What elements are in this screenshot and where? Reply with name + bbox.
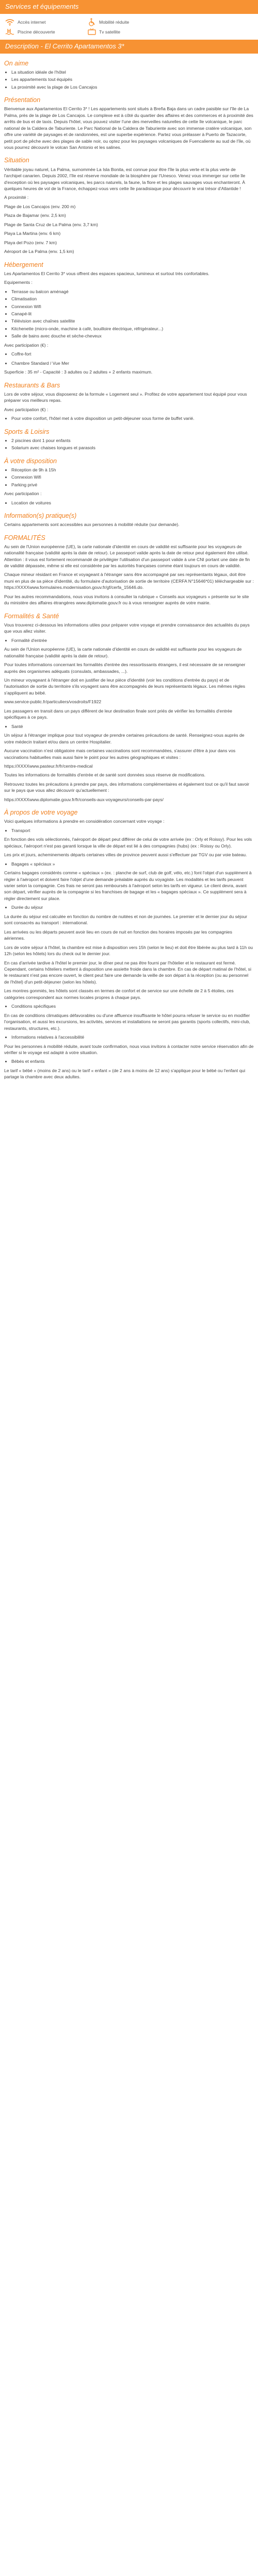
section-title-propos: À propos de votre voyage — [4, 809, 78, 817]
sante-text: Retrouvez toutes les précautions à prendre par pays, des informations complémentaires et également tout ce qu'il faut savoir sur le pays que vous allez découvrir qu'actuellement : — [4, 781, 250, 793]
amenity-label: Piscine découverte — [18, 29, 55, 35]
formalites-text: Pour les autres recommandations, nous vous invitons à consulter la rubrique « Conseils aux voyageurs » présente sur le site du ministère des affaires étrangères www.diplomatie.gouv.fr ou à vous renseigner auprès de votre mairie. — [4, 594, 249, 606]
list-item: • Canapé-lit — [11, 311, 254, 317]
propos-text: Les prix et jours, acheminements départs certaines villes de province peuvent aussi s'effectuer par TGV ou par voie bateau. — [4, 852, 247, 858]
sante-link[interactable]: https://XXXXwww.pasteur.fr/fr/centre-medical — [4, 764, 93, 769]
room-type: • Chambre Standard / Vue Mer — [11, 360, 254, 366]
list-item: • Solarium avec chaises longues et parasols — [11, 445, 254, 451]
sante-sub-list — [4, 637, 254, 643]
propos-text: Les arrivées ou les départs peuvent avoir lieu en cours de nuit en fonction des horaires imposés par les compagnies aériennes. — [4, 929, 232, 941]
list-item: • Bagages « spéciaux » — [11, 861, 254, 867]
list-item: • Parking privé — [11, 482, 254, 488]
propos-sub-list — [4, 904, 254, 910]
list-item: • 2 piscines dont 1 pour enfants — [11, 437, 254, 444]
list-item: • Transport — [11, 827, 254, 834]
list-item: • Les appartements tout équipés — [11, 76, 254, 82]
propos-sub-list — [4, 1034, 254, 1040]
sante-text: Vous trouverez ci-dessous les informations utiles pour préparer votre voyage et prendre connaissance des actualités du pays que vous allez visiter. — [4, 622, 250, 634]
room-description: Superficie : 35 m² - Capacité : 3 adultes ou 2 adultes + 2 enfants maximum. — [4, 369, 153, 375]
nearby-item: Plaza de Bajamar (env. 2,5 km) — [4, 213, 66, 218]
amenities-grid — [0, 14, 258, 40]
amenity-label: Mobilité réduite — [99, 19, 130, 25]
propos-text: Pour les personnes à mobilité réduite, avant toute confirmation, nous vous invitons à contacter notre service réservation afin de vérifier si le voyage est adapté à votre situation. — [4, 1043, 254, 1055]
sante-text: Un mineur voyageant à l'étranger doit en justifier de leur pièce d'identité (voir les conditions d'entrée du pays) et de l'autorisation de sortie du territoire s'ils voyagent sans être accompagnés de leurs représentants légaux. Les mêmes règles s'appliquent au bébé. — [4, 677, 246, 696]
list-item: • Connexion Wifi — [11, 474, 254, 480]
list-item: • Terrasse ou balcon aménagé — [11, 289, 254, 295]
sante-sub-list — [4, 723, 254, 730]
amenity-mobility — [88, 18, 170, 26]
presentation-text: Bienvenue aux Apartamentos El Cerrito 3* ! Les appartements sont situés à Breña Baja dans un cadre paisible sur l'île de La Palma, près de la plage de Los Cancajos. Le complexe est à côté du quartier des affaires et des commerces et à proximité des arrêts de bus et de taxis. Depuis l'hôtel, vous pouvez visiter l'une des merveilles naturelles de cette île volcanique, le parc national de la Caldera de Taburiente. Le Parc National de la Caldera de Taburiente avec son immense cratère volcanique, son offre une variété de paysages et de randonnées, est une superbe expérience. Partez vous prélasser à Puerto de Tazacorte, petit port de pêche avec des plages de sable noir, ou optez pour les paysages volcaniques de Fuencaliente au sud de l'île, où vous pourrez découvrir le volcan San Antonio et les salines. — [4, 106, 253, 150]
propos-text: La durée du séjour est calculée en fonction du nombre de nuitées et non de journées. Le premier et le dernier jour du séjour sont consacrés au transport : international. — [4, 913, 248, 926]
list-item: • Pour votre confort, l'hôtel met à votre disposition un petit-déjeuner sous forme de buffet varié. — [11, 415, 254, 421]
description-content — [0, 59, 258, 1088]
list-item: • Conditions spécifiques — [11, 1003, 254, 1009]
propos-text: En fonction des vols sélectionnés, l'aéroport de départ peut différer de celui de votre arrivée (ex : Orly et Roissy). Pour les vols spéciaux, l'aéroport n'est pas garanti lorsque la ville de départ est lié à des compagnies (hubs) (ex : Roissy ou Orly). — [4, 837, 252, 849]
sante-text: Un séjour à l'étranger implique pour tout voyageur de prendre certaines précautions de santé. Renseignez-vous auprès de votre médecin traitant et/ou dans un centre Hospitalier. — [4, 733, 245, 744]
amenity-empty — [170, 28, 253, 36]
description-header: Description - El Cerrito Apartamentos 3* — [0, 40, 258, 54]
list-item: • La proximité avec la plage de Los Cancajos — [11, 84, 254, 90]
amenity-label: Accès internet — [18, 19, 46, 25]
list-item: • Salle de bains avec douche et sèche-cheveux — [11, 333, 254, 339]
propos-sub-list — [4, 1003, 254, 1009]
list-item: • Santé — [11, 723, 254, 730]
sports-list — [4, 437, 254, 451]
hebergement-text: Les Apartamentos El Cerrito 3* vous offrent des espaces spacieux, lumineux et surtout très confortables. — [4, 270, 209, 276]
list-item: • Kitchenette (micro-onde, machine à café, bouilloire électrique, réfrigérateur...) — [11, 326, 254, 332]
paid-label: Avec participation (€) : — [4, 406, 49, 412]
propos-text: En cas de conditions climatiques défavorables ou d'une affluence insuffisante le hôtel pourra refuser le service ou en modifier l'organisation, et aussi les excursions, les activités, services et installations ne seront pas garantis (sports collectifs, mini-club, restaurants, structures, etc.). — [4, 1012, 250, 1031]
propos-text: En cas d'arrivée tardive à l'hôtel le premier jour, le dîner peut ne pas être fourni par l'hôtelier et le restaurant est fermé. Cependant, certains hôteliers mettent à disposition une assiette froide dans la chambre. En cas de départ matinal de l'hôtel, si le restaurant n'est pas encore ouvert, le client peut faire une demande la veille de son départ à la réception (ou au personnel de l'hôtel) d'un petit-déjeuner (selon les hôtels). — [4, 960, 251, 985]
list-item: • Connexion Wifi — [11, 303, 254, 310]
sante-text: Aucune vaccination n'est obligatoire mais certaines vaccinations sont recommandées, s'assurer d'être à jour dans vos vaccinations habituelles mais aussi faire le point pour les autres géographiques et visites : — [4, 748, 236, 760]
nearby-item: Plage de Santa Cruz de La Palma (env. 3,7 km) — [4, 222, 98, 227]
list-item: • Réception de 9h à 15h — [11, 467, 254, 473]
sante-text: Pour toutes informations concernant les formalités d'entrée des ressortissants étrangers, il est nécessaire de se renseigner auprès des organismes adéquats (consulats, ambassades, ...). — [4, 662, 246, 674]
nearby-item: Playa del Pozo (env. 7 km) — [4, 240, 57, 245]
sante-link[interactable]: https://XXXXwww.diplomatie.gouv.fr/fr/conseils-aux-voyageurs/conseils-par-pays/ — [4, 796, 164, 802]
disposition-list — [4, 467, 254, 488]
amenity-pool — [5, 28, 88, 36]
section-title-formalites: FORMALITÉS — [4, 534, 45, 541]
list-item: • Télévision avec chaînes satellite — [11, 318, 254, 324]
section-title-sports: Sports & Loisirs — [4, 428, 50, 435]
amenity-label: Tv satellite — [99, 29, 121, 35]
info-text: Certains appartements sont accessibles aux personnes à mobilité réduite (sur demande). — [4, 522, 180, 528]
sante-link[interactable]: www.service-public.fr/particuliers/vosdroits/F1922 — [4, 699, 102, 705]
wheelchair-icon — [88, 18, 96, 26]
restaurants-text: Lors de votre séjour, vous disposerez de la formule « Logement seul ». Profitez de votre appartement tout équipé pour vous préparer vos meilleurs repas. — [4, 391, 247, 403]
paid-list — [4, 351, 254, 357]
services-header: Services et équipements — [0, 0, 258, 14]
section-title-info: Information(s) pratique(s) — [4, 512, 77, 519]
formalites-text: Au sein de l'Union européenne (UE), la carte nationale d'identité en cours de validité est suffisante pour les voyageurs de nationalité française (validité après la date de retour). Le passeport valide après la date de retour peut également être utilisé. Attention : il vous est fortement recommandé de privilégier l'utilisation d'un passeport valide à une CNI portant une date de fin de validité dépassée, même si elle est considérée par les autorités françaises comme étant toujours en cours de validité. — [4, 544, 250, 569]
list-item: • La situation idéale de l'hôtel — [11, 69, 254, 75]
sante-text: Au sein de l'Union européenne (UE), la carte nationale d'identité en cours de validité est suffisante pour les voyageurs de nationalité française (validité après la date de retour). — [4, 647, 242, 658]
wifi-icon — [5, 19, 14, 26]
paid-label: Avec participation (€) : — [4, 342, 49, 348]
list-item: • Climatisation — [11, 296, 254, 302]
restaurants-paid-list — [4, 415, 254, 421]
propos-text: Voici quelques informations à prendre en considération concernant votre voyage : — [4, 819, 165, 824]
section-title-formalites-sante: Formalités & Santé — [4, 612, 59, 620]
amenity-internet — [5, 18, 88, 26]
tv-icon — [88, 28, 96, 36]
nearby-item: Aéroport de La Palma (env. 1,5 km) — [4, 249, 74, 255]
section-title-restaurants: Restaurants & Bars — [4, 381, 60, 389]
equipements-list — [4, 289, 254, 340]
sante-text: Les passagers en transit dans un pays différent de leur destination finale sont priés de vérifier les formalités d'entrée spécifiques à ce pays. — [4, 708, 232, 720]
list-item: • Informations relatives à l'accessibilité — [11, 1034, 254, 1040]
section-title-disposition: À votre disposition — [4, 457, 57, 465]
paid-label: Avec participation : — [4, 491, 42, 497]
disposition-paid-list — [4, 500, 254, 506]
propos-text: Le tarif « bébé » (moins de 2 ans) ou le tarif « enfant » (de 2 ans à moins de 12 ans) s'applique pour le bébé ou l'enfant qui partage la chambre avec deux adultes. — [4, 1067, 246, 1080]
propos-sub-list — [4, 827, 254, 834]
propos-sub-list — [4, 1058, 254, 1064]
propos-text: Les montres gonmiés, les hôtels sont classés en termes de confort et de service sur une échelle de 2 à 5 étoiles, ces catégories correspondent aux normes locales propres à chaque pays. — [4, 988, 234, 1000]
on-aime-list — [4, 69, 254, 90]
situation-text: Véritable joyau naturel, La Palma, surnommée La Isla Bonita, est connue pour être l'île la plus verte et la plus verte de l'archipel canarien. Depuis 2002, l'île est réserve mondiale de la biosphère par l'Unesco. Venez vous immerger sur cette île d'exception où les paysages volcaniques, les parcs naturels, la faune, la flore et les plages sauvages vous enchanteront. À quelques heures de vol de la France, échappez-vous vers cette île paradisiaque pour découvrir le vrai trésor d'Atlantide ! — [4, 166, 246, 191]
propos-sub-list — [4, 861, 254, 867]
list-item: • Bébés et enfants — [11, 1058, 254, 1064]
nearby-label: A proximité : — [4, 195, 29, 200]
sante-text: Toutes les informations de formalités d'entrée et de santé sont données sous réserve de modifications. — [4, 772, 206, 778]
list-item: • Coffre-fort — [11, 351, 254, 357]
propos-text: Certains bagages considérés comme « spéciaux » (ex. : planche de surf, club de golf, vélo, etc.) font l'objet d'un supplément à régler à l'aéroport et doivent faire l'objet d'une demande préalable auprès du voyagiste. Les modalités et les tarifs peuvent varier selon la compagnie. Ces frais ne seront pas remboursés à l'aéroport selon les tarifs en vigueur. Le client devra, avant son départ, vérifier auprès de la compagnie si les franchises de bagage et les « bagages spéciaux ». Ce supplément sera à régler directement sur place. — [4, 870, 252, 901]
nearby-item: Playa La Martina (env. 6 km) — [4, 231, 61, 236]
formalites-text: Chaque mineur résidant en France et voyageant à l'étranger sans être accompagné par ses représentants légaux, doit être muni en plus de sa pièce d'identité, du formulaire d'autorisation de sortie de territoire (CERFA N°15646*01) téléchargeable sur : https://XXXXwww.formulaires.modernisation.gouv.fr/gf/cerfa_15646.do. — [4, 572, 254, 590]
section-title-situation: Situation — [4, 157, 29, 164]
list-item: • Formalité d'entrée — [11, 637, 254, 643]
propos-text: Lors de votre séjour à l'hôtel, la chambre est mise à disposition vers 15h (selon le lieu) et doit être libérée au plus tard à 11h ou 12h (selon les hôtels) lors du check out le dernier jour. — [4, 944, 253, 957]
pool-icon — [5, 28, 14, 36]
section-title-hebergement: Hébergement — [4, 261, 43, 268]
nearby-item: Plage de Los Cancajos (env. 200 m) — [4, 204, 76, 209]
list-item: • Durée du séjour — [11, 904, 254, 910]
equipements-label: Equipements : — [4, 280, 33, 285]
list-item: • Location de voitures — [11, 500, 254, 506]
room-type-list — [4, 360, 254, 366]
section-title-presentation: Présentation — [4, 96, 41, 104]
amenity-tv — [88, 28, 170, 36]
amenity-empty — [170, 18, 253, 26]
section-title-on-aime: On aime — [4, 59, 29, 67]
